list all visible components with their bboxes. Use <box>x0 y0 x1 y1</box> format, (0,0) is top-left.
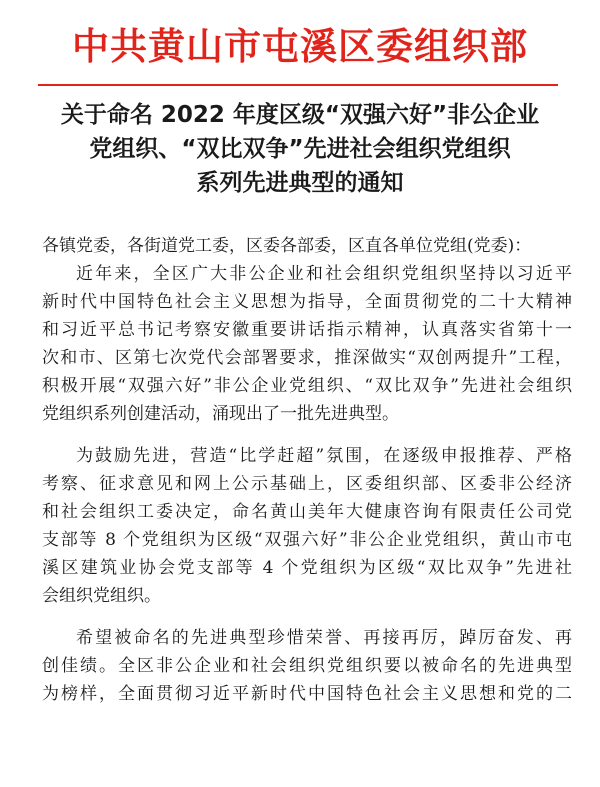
paragraph-line: 党组织系列创建活动，涌现出了一批先进典型。 <box>42 404 399 424</box>
paragraph-line: 创佳绩。全区非公企业和社会组织党组织要以被命名的先进典型 <box>42 656 572 676</box>
paragraph-line: 和社会组织工委决定，命名黄山美年大健康咨询有限责任公司党 <box>42 502 572 522</box>
paragraph-3 <box>42 624 572 708</box>
paragraph-gap <box>42 610 572 624</box>
paragraph-line: 次和市、区第七次党代会部署要求，推深做实“双创两提升”工程， <box>42 348 572 368</box>
paragraph-line: 和习近平总书记考察安徽重要讲话指示精神，认真落实省第十一 <box>42 320 572 340</box>
document-title <box>0 98 600 200</box>
title-line: 党组织、“双比双争”先进社会组织党组织 <box>89 136 511 162</box>
title-line: 系列先进典型的通知 <box>196 170 404 196</box>
paragraph-line: 近年来，全区广大非公企业和社会组织党组织坚持以习近平 <box>76 264 572 284</box>
title-line: 关于命名 2022 年度区级“双强六好”非公企业 <box>60 102 540 128</box>
paragraph-2 <box>42 442 572 610</box>
issuing-organization-header: 中共黄山市屯溪区委组织部 <box>72 24 528 68</box>
paragraph-1 <box>42 260 572 428</box>
paragraph-line: 考察、征求意见和网上公示基础上，区委组织部、区委非公经济 <box>42 474 572 494</box>
paragraph-line: 希望被命名的先进典型珍惜荣誉、再接再厉，踔厉奋发、再 <box>76 628 572 648</box>
paragraph-line: 会组织党组织。 <box>42 586 161 606</box>
paragraph-line: 为鼓励先进，营造“比学赶超”氛围，在逐级申报推荐、严格 <box>76 446 572 466</box>
paragraph-line: 溪区建筑业协会党支部等 4 个党组织为区级“双比双争”先进社 <box>42 558 572 578</box>
red-header-rule <box>38 84 558 86</box>
paragraph-line: 为榜样，全面贯彻习近平新时代中国特色社会主义思想和党的二 <box>42 684 572 704</box>
salutation: 各镇党委，各街道党工委，区委各部委，区直各单位党组(党委)： <box>42 236 532 256</box>
document-body <box>42 232 572 708</box>
paragraph-gap <box>42 428 572 442</box>
paragraph-line: 新时代中国特色社会主义思想为指导，全面贯彻党的二十大精神 <box>42 292 572 312</box>
paragraph-line: 支部等 8 个党组织为区级“双强六好”非公企业党组织，黄山市屯 <box>42 530 572 550</box>
paragraph-line: 积极开展“双强六好”非公企业党组织、“双比双争”先进社会组织 <box>42 376 572 396</box>
